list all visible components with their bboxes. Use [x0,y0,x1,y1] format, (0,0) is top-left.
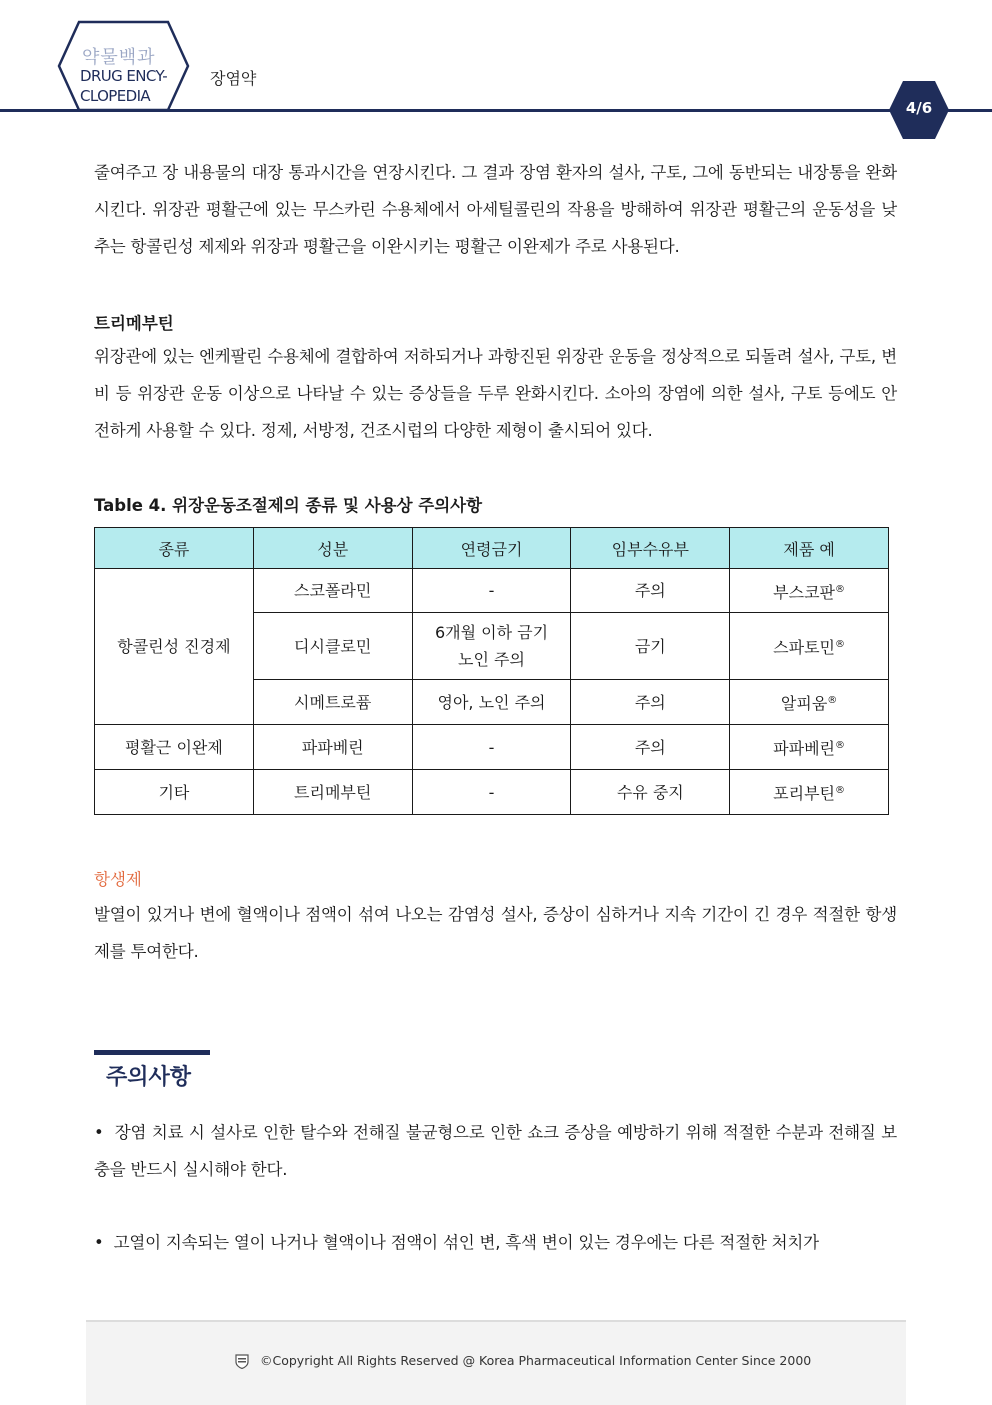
table-header-cell: 임부수유부 [571,528,730,569]
category-title: 장염약 [210,69,257,88]
registered-mark: ® [835,583,845,595]
table-cell [412,613,571,680]
table-cell: 주의 [571,569,730,613]
table-cell: 주의 [571,725,730,770]
age-line: 6개월 이하 금기 [434,623,549,642]
shield-icon [234,1353,250,1369]
table-cell-product [730,569,889,613]
table-caption: Table 4. 위장운동조절제의 종류 및 사용상 주의사항 [94,496,483,515]
trimebutine-heading: 트리메부틴 [94,314,174,333]
table-cell: - [412,725,571,770]
table-cell: 시메트로퓸 [253,680,412,725]
product-name: 파파베린 [773,739,835,758]
table-row [95,725,889,770]
trimebutine-paragraph: 위장관에 있는 엔케팔린 수용체에 결합하여 저하되거나 과항진된 위장관 운동을 정상적으로 되돌려 설사, 구토, 변비 등 위장관 운동 이상으로 나타날 수 있는 증상들을 두루 완화시킨다. 소아의 장염에 의한 설사, 구토 등에도 안전하게 사용할 수 있다. 정제, 서방정, 건조시럽의 다양한 제형이 출시되어 있다. [94,347,897,440]
table-row [95,770,889,815]
product-name: 부스코판 [773,582,835,602]
logo-english-line1: DRUG ENCY- [80,67,168,85]
caution-text: 장염 치료 시 설사로 인한 탈수와 전해질 불균형으로 인한 쇼크 증상을 예방하기 위해 적절한 수분과 전해질 보충을 반드시 실시해야 한다. [94,1123,897,1179]
table-cell: - [412,569,571,613]
bullet: • [94,1233,104,1252]
bullet: • [94,1123,104,1142]
table-cell-type: 기타 [95,770,254,815]
table-header-cell: 연령금기 [412,528,571,569]
table-cell: 트리메부틴 [253,770,412,815]
caution-item [94,1114,897,1188]
page-number: 4/6 [905,99,933,117]
section-title: 주의사항 [106,1065,192,1090]
age-line: 노인 주의 [458,650,525,669]
table-header-cell: 종류 [95,528,254,569]
table-cell-product [730,725,889,770]
table-cell: 디시클로민 [253,613,412,680]
table-cell: 영아, 노인 주의 [412,680,571,725]
registered-mark: ® [835,639,845,650]
product-name: 스파토민 [773,638,835,657]
table-cell: 수유 중지 [571,770,730,815]
table-cell: - [412,770,571,815]
table-cell-product [730,680,889,725]
antibiotic-heading: 항생제 [94,870,142,889]
table-cell-product [730,770,889,815]
table-header-row [95,528,889,569]
footer-copyright: ©Copyright All Rights Reserved @ Korea Pharmaceutical Information Center Since 2000 [260,1353,812,1368]
table-cell-type: 항콜린성 진경제 [95,569,254,725]
antibiotic-paragraph: 발열이 있거나 변에 혈액이나 점액이 섞여 나오는 감염성 설사, 증상이 심하거나 지속 기간이 긴 경우 적절한 항생제를 투여한다. [94,905,897,961]
table-header-cell: 제품 예 [730,528,889,569]
drug-table [94,527,889,815]
section-accent-bar [94,1050,210,1055]
table-cell: 스코폴라민 [253,569,412,613]
logo-english-line2: CLOPEDIA [80,87,151,105]
caution-item [94,1224,897,1261]
registered-mark: ® [827,695,838,706]
table-row [95,569,889,613]
table-cell: 주의 [571,680,730,725]
caution-text: 고열이 지속되는 열이 나거나 혈액이나 점액이 섞인 변, 흑색 변이 있는 경우에는 다른 적절한 처치가 [113,1233,819,1252]
table-cell-type: 평활근 이완제 [95,725,254,770]
product-name: 포리부틴 [773,784,835,803]
product-name: 알피움 [780,694,828,713]
registered-mark: ® [835,785,845,796]
table-cell-product [730,613,889,680]
table-header-cell: 성분 [253,528,412,569]
table-cell: 파파베린 [253,725,412,770]
intro-paragraph: 줄여주고 장 내용물의 대장 통과시간을 연장시킨다. 그 결과 장염 환자의 설사, 구토, 그에 동반되는 내장통을 완화시킨다. 위장관 평활근에 있는 무스카린 수용체에서 아세틸콜린의 작용을 방해하여 위장관 평활근의 운동성을 낮추는 항콜린성 제제와 위장과 평활근을 이완시키는 평활근 이완제가 주로 사용된다. [94,163,897,256]
logo-korean-title: 약물백과 [82,47,156,68]
header-divider [0,109,992,112]
table-cell: 금기 [571,613,730,680]
registered-mark: ® [835,740,845,751]
